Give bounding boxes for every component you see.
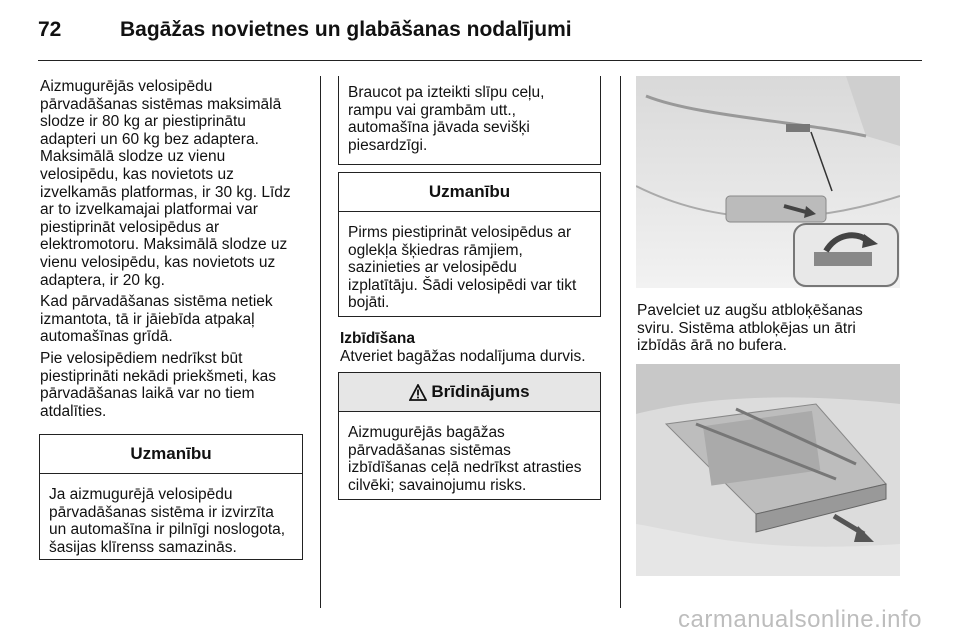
notice-box-clearance <box>39 434 303 560</box>
section-extend <box>340 330 610 365</box>
notice-box-continued <box>338 76 601 165</box>
header-rule <box>38 60 922 61</box>
page-header <box>38 14 922 44</box>
paragraph-load-limits: Aizmugurējās velosipēdu pārvadāšanas sistēmas maksimālā slodze ir 80 kg ar piestiprinātu adapteri un 60 kg bez adaptera. Maksimālā slodze uz vienu velosipēdu, kas novietots uz izvelkamās platformas, ir 30 kg. Līdz ar to izvelkamajai platformai var piestiprināt velosipēdus ar elektromotoru. Maksimālā slodze uz vienu velosipēdu, kas novietots uz adaptera, ir 20 kg. <box>40 78 291 289</box>
column-3-caption <box>637 302 907 359</box>
section-heading: Izbīdīšana <box>340 330 415 347</box>
warning-triangle-icon <box>409 384 427 401</box>
bike-carrier-illustration <box>636 364 900 576</box>
column-divider-1 <box>320 76 321 608</box>
paragraph-retract: Kad pārvadāšanas sistēma netiek izmantota, tā ir jāiebīda atpakaļ automašīnas grīdā. <box>40 293 273 346</box>
section-text: Atveriet bagāžas nodalījuma durvis. <box>340 347 586 365</box>
notice-body: Ja aizmugurējā velosipēdu pārvadāšanas sistēma ir izvirzīta un automašīna ir pilnīgi noslogota, šasijas klīrenss samazinās. <box>49 486 286 556</box>
paragraph-no-objects: Pie velosipēdiem nedrīkst būt piestiprināti nekādi priekšmeti, kas pārvadāšanas laikā var no tiem atdalīties. <box>40 349 277 420</box>
page-number: 72 <box>38 18 62 41</box>
warning-heading: Brīdinājums <box>431 382 530 402</box>
notice-body: Pirms piestiprināt velosipēdus ar oglekļa šķiedras rāmjiem, sazinieties ar velosipēdu izplatītāju. Šādi velosipēdi var tikt bojāti. <box>348 224 577 312</box>
warning-body: Aizmugurējās bagāžas pārvadāšanas sistēmas izbīdīšanas ceļā nedrīkst atrasties cilvēki; savainojumu risks. <box>348 424 582 494</box>
page-title: Bagāžas novietnes un glabāšanas nodalījumi <box>120 18 572 41</box>
notice-continued-body: Braucot pa izteikti slīpu ceļu, rampu vai grambām utt., automašīna jāvada sevišķi piesardzīgi. <box>348 84 545 154</box>
watermark-text: carmanualsonline.info <box>678 606 922 633</box>
warning-heading-bar <box>339 373 600 412</box>
notice-heading: Uzmanību <box>40 435 302 474</box>
photo-unlock-lever <box>636 76 900 288</box>
caption-unlock: Pavelciet uz augšu atbloķēšanas sviru. Sistēma atbloķējas un ātri izbīdās ārā no bufera. <box>637 302 863 355</box>
photo-extended-carrier <box>636 364 900 576</box>
column-1-text <box>40 78 310 424</box>
notice-box-carbon <box>338 172 601 317</box>
warning-box <box>338 372 601 500</box>
column-divider-2 <box>620 76 621 608</box>
rear-bumper-illustration <box>636 76 900 288</box>
notice-heading: Uzmanību <box>339 173 600 212</box>
